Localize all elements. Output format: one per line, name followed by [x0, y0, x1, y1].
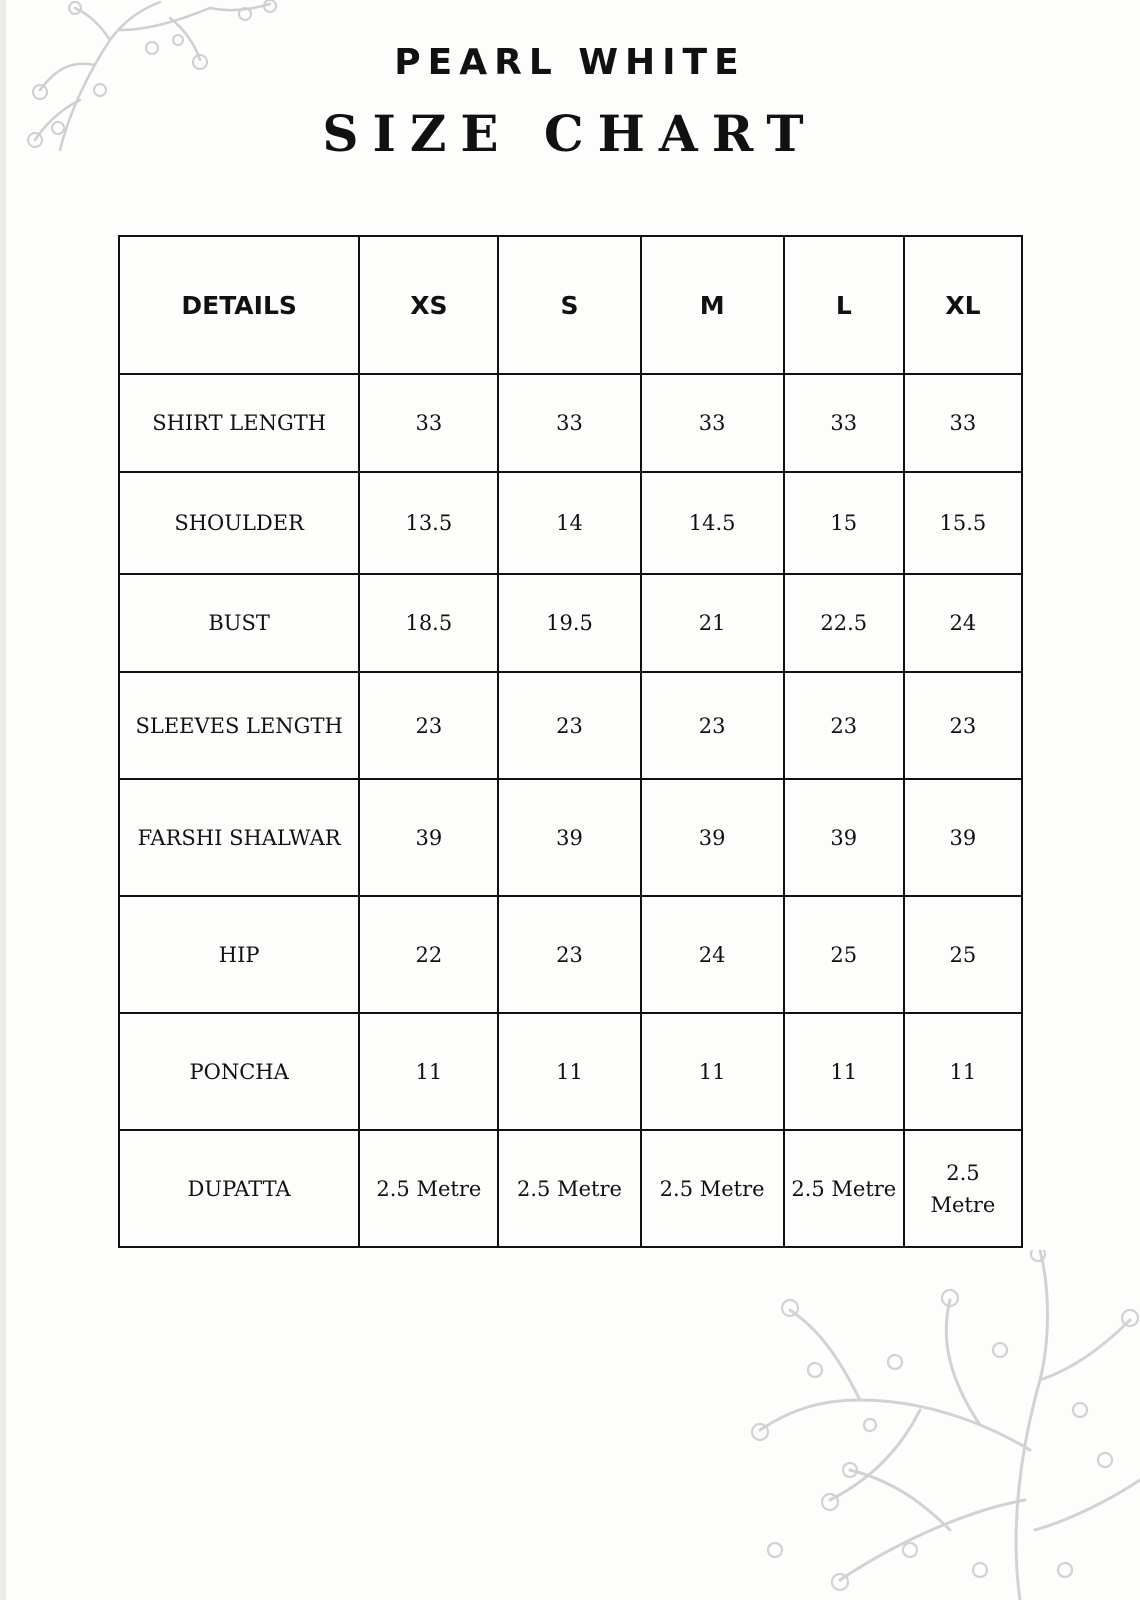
table-cell: 23 [359, 672, 498, 779]
table-cell: 11 [784, 1013, 904, 1130]
table-cell: 33 [498, 374, 640, 472]
table-cell: 15.5 [904, 472, 1022, 574]
table-cell: 21 [641, 574, 784, 672]
row-label: PONCHA [119, 1013, 359, 1130]
table-cell: 2.5 Metre [641, 1130, 784, 1247]
table-cell: 2.5 Metre [904, 1130, 1022, 1247]
table-cell: 39 [498, 779, 640, 896]
column-header-s: S [498, 236, 640, 374]
page-title: SIZE CHART [322, 104, 818, 163]
table-cell: 24 [641, 896, 784, 1013]
table-cell: 11 [359, 1013, 498, 1130]
table-cell: 13.5 [359, 472, 498, 574]
size-table [118, 235, 1023, 1248]
table-cell: 33 [904, 374, 1022, 472]
table-cell: 23 [641, 672, 784, 779]
row-label: FARSHI SHALWAR [119, 779, 359, 896]
table-header-row [119, 236, 1022, 374]
floral-branch-icon [720, 1250, 1140, 1600]
table-cell: 39 [904, 779, 1022, 896]
table-cell: 2.5 Metre [498, 1130, 640, 1247]
table-row [119, 896, 1022, 1013]
table-row [119, 1130, 1022, 1247]
table-cell: 39 [784, 779, 904, 896]
row-label: HIP [119, 896, 359, 1013]
table-cell: 19.5 [498, 574, 640, 672]
table-row [119, 574, 1022, 672]
table-cell: 2.5 Metre [784, 1130, 904, 1247]
table-cell: 33 [641, 374, 784, 472]
table-cell: 23 [498, 672, 640, 779]
brand-name: PEARL WHITE [394, 42, 746, 83]
table-cell: 18.5 [359, 574, 498, 672]
table-cell: 22 [359, 896, 498, 1013]
column-header-details: DETAILS [119, 236, 359, 374]
table-cell: 25 [784, 896, 904, 1013]
row-label: SLEEVES LENGTH [119, 672, 359, 779]
table-cell: 11 [904, 1013, 1022, 1130]
table-cell: 23 [498, 896, 640, 1013]
table-cell: 23 [784, 672, 904, 779]
table-row [119, 672, 1022, 779]
table-cell: 22.5 [784, 574, 904, 672]
page-edge [0, 0, 6, 1600]
table-cell: 33 [784, 374, 904, 472]
row-label: SHOULDER [119, 472, 359, 574]
row-label: BUST [119, 574, 359, 672]
column-header-l: L [784, 236, 904, 374]
column-header-xs: XS [359, 236, 498, 374]
table-cell: 24 [904, 574, 1022, 672]
table-cell: 2.5 Metre [359, 1130, 498, 1247]
table-row [119, 779, 1022, 896]
row-label: SHIRT LENGTH [119, 374, 359, 472]
table-cell: 15 [784, 472, 904, 574]
table-cell: 11 [641, 1013, 784, 1130]
table-row [119, 1013, 1022, 1130]
table-cell: 25 [904, 896, 1022, 1013]
row-label: DUPATTA [119, 1130, 359, 1247]
table-row [119, 374, 1022, 472]
table-cell: 23 [904, 672, 1022, 779]
table-cell: 33 [359, 374, 498, 472]
table-cell: 39 [641, 779, 784, 896]
table-cell: 11 [498, 1013, 640, 1130]
table-cell: 14.5 [641, 472, 784, 574]
table-cell: 14 [498, 472, 640, 574]
table-row [119, 472, 1022, 574]
column-header-m: M [641, 236, 784, 374]
column-header-xl: XL [904, 236, 1022, 374]
table-cell: 39 [359, 779, 498, 896]
